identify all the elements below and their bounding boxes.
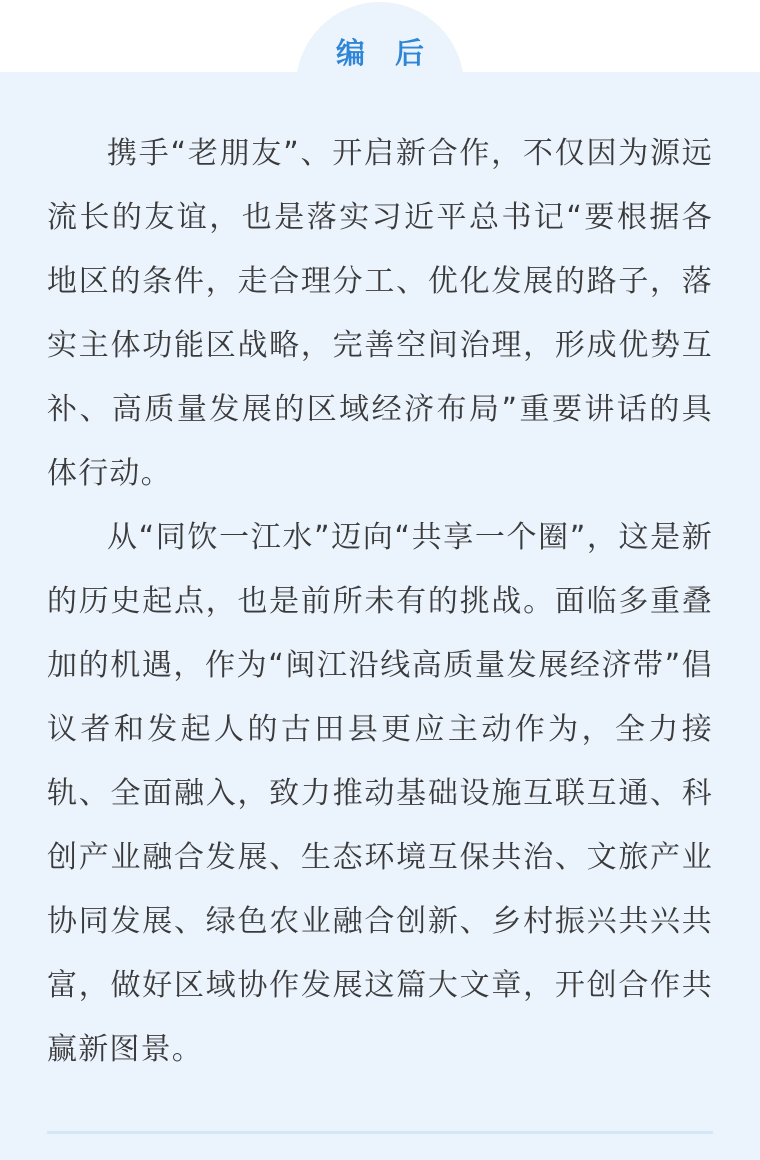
editorial-title: 编 后 [335, 36, 435, 70]
paragraph-1: 携手“老朋友”、开启新合作，不仅因为源远流长的友谊，也是落实习近平总书记“要根据各地区的条件，走合理分工、优化发展的路子，落实主体功能区战略，完善空间治理，形成优势互补、高质量发展的区域经济布局”重要讲话的具体行动。 [47, 136, 713, 491]
bottom-divider [47, 1131, 713, 1134]
article-body [47, 122, 713, 1082]
paragraph-2: 从“同饮一江水”迈向“共享一个圈”，这是新的历史起点，也是前所未有的挑战。面临多重叠加的机遇，作为“闽江沿线高质量发展经济带”倡议者和发起人的古田县更应主动作为，全力接轨、全面融入，致力推动基础设施互联互通、科创产业融合发展、生态环境互保共治、文旅产业协同发展、绿色农业融合创新、乡村振兴共兴共富，做好区域协作发展这篇大文章，开创合作共赢新图景。 [47, 520, 713, 1067]
